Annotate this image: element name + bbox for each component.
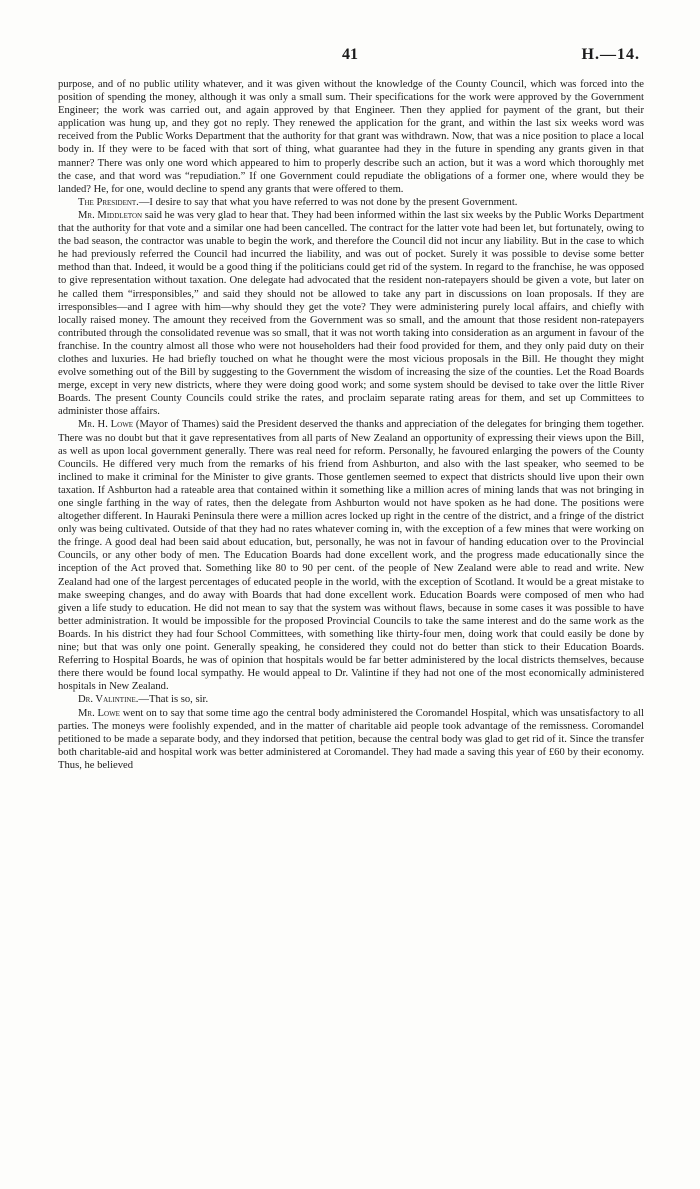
- paragraph-text: went on to say that some time ago the central body administered the Coromandel Hospital, which was unsatisfactory to all parties. The moneys were foolishly expended, and in the matter of charitable aid people took advantage of the remissness. Coromandel petitioned to be made a separate body, and they indorsed that petition, because the central body was glad to get rid of it. Since the transfer both charitable-aid and hospital work was better administered at Coromandel. They had made a saving this year of £60 by their economy. Thus, he believed: [58, 707, 645, 771]
- paragraph: [58, 196, 644, 209]
- paragraph: [58, 209, 644, 419]
- paragraph: [58, 78, 644, 196]
- speaker-name: Dr. Valintine.: [78, 694, 139, 706]
- page-number: 41: [342, 46, 358, 63]
- speaker-name: The President.: [78, 196, 139, 208]
- speaker-name: Mr. H. Lowe: [78, 419, 134, 431]
- paragraph-text: said he was very glad to hear that. They had been informed within the last six weeks by the Public Works Department that the authority for that vote and a similar one had been cancelled. The contract for the latter vote had been let, but fortunately, owing to the bad season, the contractor was unable to begin the work, and therefore the Council did not incur any liability. But in the case to which he had previously referred the Council had incurred the liability, and was out of pocket. Surely it was possible to devise some better method than that. Indeed, it would be a good thing if the politicians could get rid of the system. In regard to the franchise, he was opposed to give representation without taxation. One delegate had advocated that the resident non-ratepayers should be given a vote, but later on he called them “irresponsibles,” and said they should not be allowed to take any part in discussions on loan proposals. If they are irresponsibles—and I agree with him—why should they get the vote? They were administering purely local affairs, and chiefly with locally raised money. The amount they received from the Government was so small, and the amount that those resident non-ratepayers contributed through the consolidated revenue was so small, that it was not worth taking into consideration as an argument in favour of the franchise. In the country almost all those who were not householders had their food provided for them, and they only paid duty on their clothes and luxuries. He had briefly touched on what he thought were the most vicious proposals in the Bill. He thought they might evolve something out of the Bill by suggesting to the Government the wisdom of increasing the size of the counties. Let the Road Boards merge, except in very new districts, where they were doing good work; and some system should be devised to take over the little River Boards. The present County Councils could strike the rates, and proclaim separate rating areas for them, and set up Committees to administer those affairs.: [58, 209, 645, 418]
- document-body: [58, 78, 644, 772]
- speaker-name: Mr. Middleton: [78, 209, 143, 221]
- page-header: [60, 46, 640, 66]
- paragraph-text: —That is so, sir.: [138, 694, 209, 706]
- paragraph: [58, 418, 644, 693]
- paragraph-text: (Mayor of Thames) said the President deserved the thanks and appreciation of the delegates for bringing them together. There was no doubt but that it gave representatives from all parts of New Zealand an opportunity of expressing their views upon the Bill, as well as upon local government generally. There was real need for reform. Personally, he favoured enlarging the powers of the County Councils. He differed very much from the remarks of his friend from Ashburton, and also with the last speaker, who seemed to be inclined to make it criminal for the Minister to give grants. Those gentlemen seemed to expect that districts should live upon their own taxation. If Ashburton had a rateable area that contained within it something like a million acres of mining lands that was not bringing in one single farthing in the way of rates, then the delegate from Ashburton would not have spoken as he had done. The positions were altogether different. In Hauraki Peninsula there were a million acres locked up right in the centre of the district, and a fringe of the district only was being cultivated. Outside of that they had no rates whatever coming in, with the exception of a few mines that were working on the fringe. A good deal had been said about education, but, personally, he was not in favour of handing education over to the Provincial Councils, or any other body of men. The Education Boards had done excellent work, and the progress made educationally since the inception of the Act proved that. Something like 80 to 90 per cent. of the people of New Zealand were able to read and write. New Zealand had one of the largest percentages of educated people in the world, with the exception of Scotland. It would be a great mistake to make sweeping changes, and do away with Boards that had done excellent work. Education Boards were composed of men who had given a life study to education. He did not mean to say that the system was without flaws, because in some cases it was possible to have better administration. It would be impossible for the proposed Provincial Councils to take the same interest and do the same work as the Boards. In his district they had four School Committees, with something like thirty-four men, doing work that could easily be done by nine; but that was only one point. Generally speaking, he considered they could not do better than stick to their Education Boards. Referring to Hospital Boards, he was of opinion that hospitals would be far better administered by the local districts themselves, because there there would be found local sympathy. He would appeal to Dr. Valintine if they had not one of the most economically administered hospitals in New Zealand.: [58, 419, 644, 693]
- paragraph-text: —I desire to say that what you have referred to was not done by the present Government.: [138, 196, 518, 208]
- paragraph: [58, 693, 644, 706]
- document-reference: H.—14.: [581, 46, 640, 63]
- paragraph: [58, 707, 644, 772]
- speaker-name: Mr. Lowe: [78, 707, 120, 719]
- paragraph-text: purpose, and of no public utility whatever, and it was given without the knowledge of the County Council, which was forced into the position of spending the money, although it was only a small sum. Their specifications for the work were approved by the Government Engineer; the work was carried out, and again approved by that Engineer. Then they applied for payment of the grant, but their application was hung up, and they got no reply. They renewed the application for the grant, and within the last six weeks word was received from the Public Works Department that the authority for that grant was withdrawn. Now, that was a nice position to place a local body in. If they were to be faced with that sort of thing, what guarantee had they in the future in spending any grants given in that manner? There was only one word which appeared to him to properly describe such an action, but it was a word which thoroughly met the case, and that word was “repudiation.” If one Government could repudiate the obligations of a former one, where would they be landed? He, for one, would decline to spend any grants that were offered to them.: [58, 79, 644, 195]
